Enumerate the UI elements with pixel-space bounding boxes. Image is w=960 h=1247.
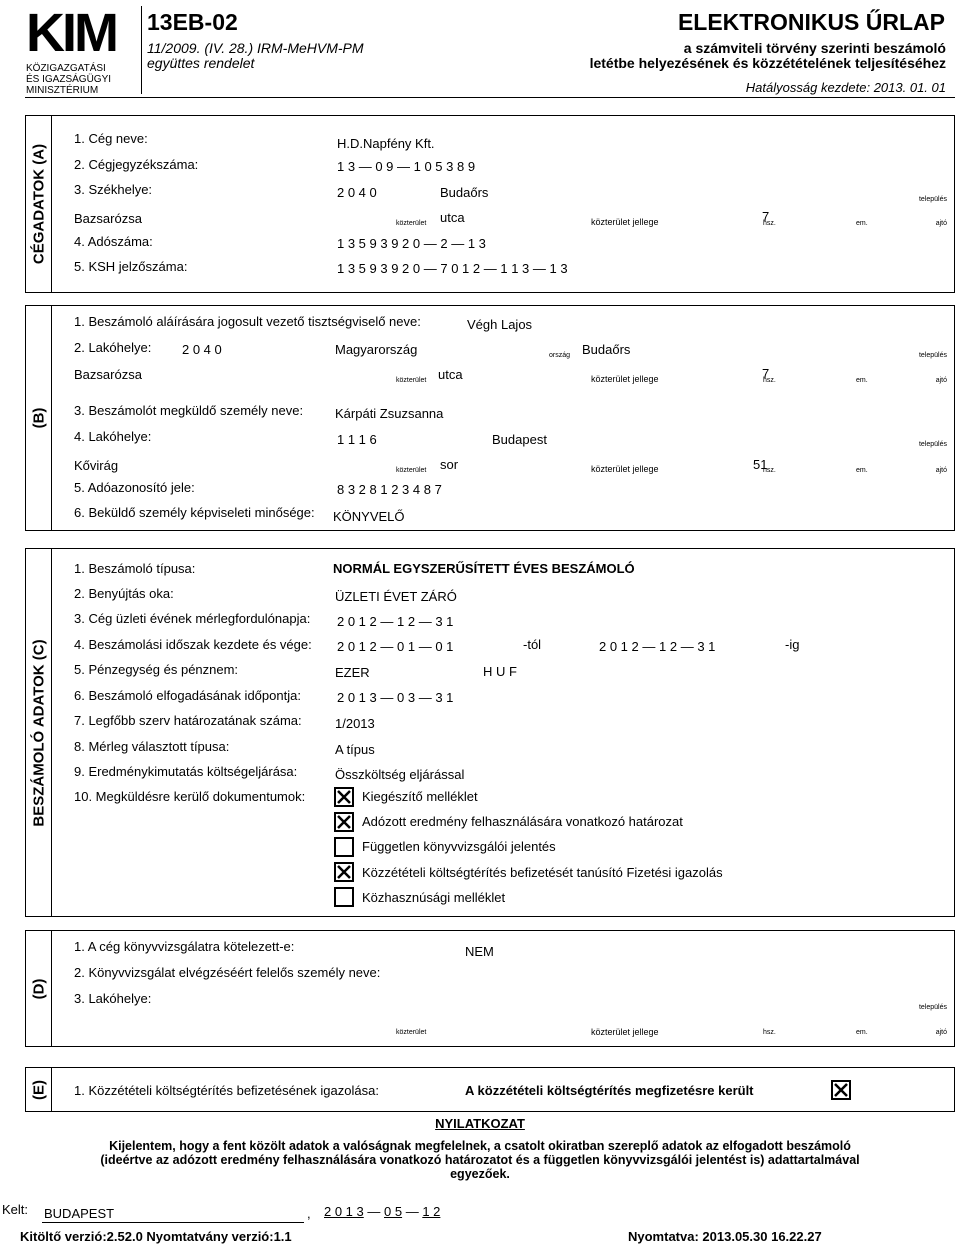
report-type-label: 1. Beszámoló típusa: bbox=[74, 561, 196, 576]
acceptance-date-label: 6. Beszámoló elfogadásának időpontja: bbox=[74, 688, 301, 703]
seat-ajto-caption: ajtó bbox=[935, 220, 947, 227]
sender-street-type-caption: közterület jellege bbox=[591, 464, 659, 474]
sender-residence-label: 4. Lakóhelye: bbox=[74, 429, 152, 444]
form-subtitle-2: letétbe helyezésének és közzétételének teljesítéséhez bbox=[589, 55, 946, 71]
fee-proof-label: 1. Közzétételi költségtérítés befizetésének igazolása: bbox=[74, 1083, 379, 1098]
declaration-line-1: Kijelentem, hogy a fent közölt adatok a valóságnak megfelelnek, a csatolt okiratban szereplő adatok az elfogadott beszámoló bbox=[109, 1139, 851, 1153]
version-info: Kitöltő verzió:2.52.0 Nyomtatvány verzió:1.1 bbox=[20, 1229, 292, 1244]
sender-street-type: sor bbox=[440, 457, 459, 472]
auditor-ajto-caption: ajtó bbox=[935, 1029, 947, 1036]
period-end: 2 0 1 2 — 1 2 — 3 1 bbox=[599, 639, 716, 654]
balance-date-label: 3. Cég üzleti évének mérlegfordulónapja: bbox=[74, 611, 311, 626]
kelt-place: BUDAPEST bbox=[44, 1206, 115, 1221]
logo-text: KIM bbox=[26, 3, 116, 63]
print-timestamp: Nyomtatva: 2013.05.30 16.22.27 bbox=[628, 1229, 822, 1244]
sender-street-caption: közterület bbox=[396, 467, 427, 474]
cost-method-label: 9. Eredménykimutatás költségeljárása: bbox=[74, 764, 298, 779]
fee-proof-checkbox[interactable] bbox=[831, 1080, 851, 1100]
form-code: 13EB-02 bbox=[147, 9, 238, 35]
ksh-value: 1 3 5 9 3 9 2 0 — 7 0 1 2 — 1 1 3 — 1 3 bbox=[337, 261, 568, 276]
auditor-residence-label: 3. Lakóhelye: bbox=[74, 991, 152, 1006]
resolution-number-label: 7. Legfőbb szerv határozatának száma: bbox=[74, 713, 302, 728]
tax-number-value: 1 3 5 9 3 9 2 0 — 2 — 1 3 bbox=[337, 236, 486, 251]
sender-zip: 1 1 1 6 bbox=[337, 432, 377, 447]
audit-required-label: 1. A cég könyvvizsgálatra kötelezett-e: bbox=[74, 939, 295, 954]
residence-street-type: utca bbox=[438, 367, 463, 382]
company-name-value: H.D.Napfény Kft. bbox=[337, 136, 435, 151]
doc-label-2: Adózott eredmény felhasználására vonatkozó határozat bbox=[362, 814, 683, 829]
kelt-date: 2 0 1 3 — 0 5 — 1 2 bbox=[324, 1204, 441, 1219]
declaration-line-2: (ideértve az adózott eredmény felhasználására vonatkozó határozatot és a független könyvvizsgálói jelentést is) adattartalmával bbox=[100, 1153, 860, 1167]
section-e-side: (E) bbox=[26, 1068, 52, 1111]
tax-id-value: 8 3 2 8 1 2 3 4 8 7 bbox=[337, 482, 442, 497]
section-b-side: (B) bbox=[26, 306, 52, 530]
report-type-value: NORMÁL EGYSZERŰSÍTETT ÉVES BESZÁMOLÓ bbox=[333, 561, 635, 576]
sender-ajto-caption: ajtó bbox=[935, 467, 947, 474]
seat-hsz-caption: hsz. bbox=[763, 220, 776, 227]
check-x-icon bbox=[336, 814, 352, 830]
doc-checkbox-1[interactable] bbox=[334, 787, 354, 807]
header-rule bbox=[25, 97, 955, 98]
header-divider bbox=[141, 6, 142, 94]
registry-label: 2. Cégjegyzékszáma: bbox=[74, 157, 199, 172]
logo-line-3: MINISZTÉRIUM bbox=[26, 85, 99, 96]
seat-street: Bazsarózsa bbox=[74, 211, 142, 226]
residence-hsz-caption: hsz. bbox=[763, 377, 776, 384]
residence-street: Bazsarózsa bbox=[74, 367, 142, 382]
period-start: 2 0 1 2 — 0 1 — 0 1 bbox=[337, 639, 454, 654]
doc-label-1: Kiegészítő melléklet bbox=[362, 789, 478, 804]
sender-street: Kővirág bbox=[74, 458, 119, 473]
residence-country-caption: ország bbox=[549, 352, 571, 359]
period-to-suffix: -ig bbox=[785, 637, 800, 652]
residence-street-caption: közterület bbox=[396, 377, 427, 384]
audit-required-value: NEM bbox=[465, 944, 494, 959]
section-c-side: BESZÁMOLÓ ADATOK (C) bbox=[26, 549, 52, 916]
section-c bbox=[25, 548, 955, 917]
decree-line-2: együttes rendelet bbox=[147, 55, 255, 71]
residence-em-caption: em. bbox=[856, 377, 868, 384]
fee-proof-value: A közzétételi költségtérítés megfizetésre került bbox=[465, 1083, 754, 1098]
cost-method-value: Összköltség eljárással bbox=[335, 767, 465, 782]
seat-house-number: 7 bbox=[762, 209, 770, 224]
resolution-number-value: 1/2013 bbox=[335, 716, 375, 731]
seat-street-caption: közterület bbox=[396, 220, 427, 227]
check-x-icon bbox=[336, 789, 352, 805]
kelt-comma: , bbox=[307, 1206, 311, 1221]
tax-id-label: 5. Adóazonosító jele: bbox=[74, 480, 195, 495]
check-x-icon bbox=[336, 864, 352, 880]
balance-type-label: 8. Mérleg választott típusa: bbox=[74, 739, 230, 754]
residence-city-caption: település bbox=[918, 352, 947, 359]
section-a-side: CÉGADATOK (A) bbox=[26, 116, 52, 292]
residence-country: Magyarország bbox=[335, 342, 418, 357]
residence-city: Budaőrs bbox=[582, 342, 631, 357]
auditor-street-type-caption: közterület jellege bbox=[591, 1027, 659, 1037]
sender-label: 3. Beszámolót megküldő személy neve: bbox=[74, 403, 304, 418]
sender-role-value: KÖNYVELŐ bbox=[333, 509, 405, 524]
residence-zip: 2 0 4 0 bbox=[182, 342, 222, 357]
tax-number-label: 4. Adószáma: bbox=[74, 234, 153, 249]
seat-zip: 2 0 4 0 bbox=[337, 185, 377, 200]
effective-date: Hatályosság kezdete: 2013. 01. 01 bbox=[745, 80, 946, 95]
declaration-title: NYILATKOZAT bbox=[435, 1116, 525, 1131]
logo-line-2: ÉS IGAZSÁGÜGYI bbox=[26, 74, 112, 85]
form-title: ELEKTRONIKUS ŰRLAP bbox=[677, 9, 945, 35]
residence-ajto-caption: ajtó bbox=[935, 377, 947, 384]
acceptance-date-value: 2 0 1 3 — 0 3 — 3 1 bbox=[337, 690, 454, 705]
currency-unit: EZER bbox=[335, 665, 370, 680]
signatory-label: 1. Beszámoló aláírására jogosult vezető tisztségviselő neve: bbox=[74, 314, 421, 329]
auditor-name-label: 2. Könyvvizsgálat elvégzéséért felelős személy neve: bbox=[74, 965, 381, 980]
currency-label: 5. Pénzegység és pénznem: bbox=[74, 662, 239, 677]
declaration-line-3: egyezőek. bbox=[450, 1167, 510, 1181]
signatory-name: Végh Lajos bbox=[467, 317, 533, 332]
doc-label-3: Független könyvvizsgálói jelentés bbox=[362, 839, 556, 854]
check-x-icon bbox=[833, 1082, 849, 1098]
section-b bbox=[25, 305, 955, 531]
seat-label: 3. Székhelye: bbox=[74, 182, 153, 197]
seat-em-caption: em. bbox=[856, 220, 868, 227]
doc-label-5: Közhasznúsági melléklet bbox=[362, 890, 506, 905]
period-label: 4. Beszámolási időszak kezdete és vége: bbox=[74, 637, 312, 652]
doc-checkbox-4[interactable] bbox=[334, 862, 354, 882]
seat-city: Budaőrs bbox=[440, 185, 489, 200]
seat-street-type: utca bbox=[440, 210, 465, 225]
doc-label-4: Közzétételi költségtérítés befizetését tanúsító Fizetési igazolás bbox=[362, 865, 723, 880]
registry-value: 1 3 — 0 9 — 1 0 5 3 8 9 bbox=[337, 159, 476, 174]
logo-line-1: KÖZIGAZGATÁSI bbox=[26, 63, 106, 74]
currency-code: H U F bbox=[483, 664, 517, 679]
auditor-city-caption: település bbox=[918, 1004, 947, 1011]
auditor-street-caption: közterület bbox=[396, 1029, 427, 1036]
company-name-label: 1. Cég neve: bbox=[74, 131, 148, 146]
section-d-side: (D) bbox=[26, 931, 52, 1046]
sender-house-number: 51 bbox=[753, 457, 768, 472]
auditor-hsz-caption: hsz. bbox=[763, 1029, 776, 1036]
ksh-label: 5. KSH jelzőszáma: bbox=[74, 259, 188, 274]
kelt-label: Kelt: bbox=[2, 1202, 29, 1217]
submission-reason-value: ÜZLETI ÉVET ZÁRÓ bbox=[335, 589, 457, 604]
kelt-place-underline bbox=[42, 1222, 304, 1223]
seat-street-type-caption: közterület jellege bbox=[591, 217, 659, 227]
doc-checkbox-3[interactable] bbox=[334, 837, 354, 857]
decree-line-1: 11/2009. (IV. 28.) IRM-MeHVM-PM bbox=[147, 40, 364, 56]
sender-hsz-caption: hsz. bbox=[763, 467, 776, 474]
seat-city-caption: település bbox=[918, 196, 947, 203]
balance-date-value: 2 0 1 2 — 1 2 — 3 1 bbox=[337, 614, 454, 629]
doc-checkbox-2[interactable] bbox=[334, 812, 354, 832]
residence-street-type-caption: közterület jellege bbox=[591, 374, 659, 384]
residence-house-number: 7 bbox=[762, 366, 770, 381]
balance-type-value: A típus bbox=[335, 742, 375, 757]
sender-city-caption: település bbox=[918, 441, 947, 448]
sender-city: Budapest bbox=[492, 432, 547, 447]
sender-name: Kárpáti Zsuzsanna bbox=[335, 406, 444, 421]
period-from-suffix: -tól bbox=[523, 637, 542, 652]
sender-em-caption: em. bbox=[856, 467, 868, 474]
sender-role-label: 6. Beküldő személy képviseleti minősége: bbox=[74, 505, 315, 520]
doc-checkbox-5[interactable] bbox=[334, 887, 354, 907]
logo bbox=[25, 3, 141, 96]
submission-reason-label: 2. Benyújtás oka: bbox=[74, 586, 174, 601]
form-subtitle-1: a számviteli törvény szerinti beszámoló bbox=[683, 40, 946, 56]
residence-label: 2. Lakóhelye: bbox=[74, 340, 152, 355]
documents-label: 10. Megküldésre kerülő dokumentumok: bbox=[74, 789, 306, 804]
auditor-em-caption: em. bbox=[856, 1029, 868, 1036]
